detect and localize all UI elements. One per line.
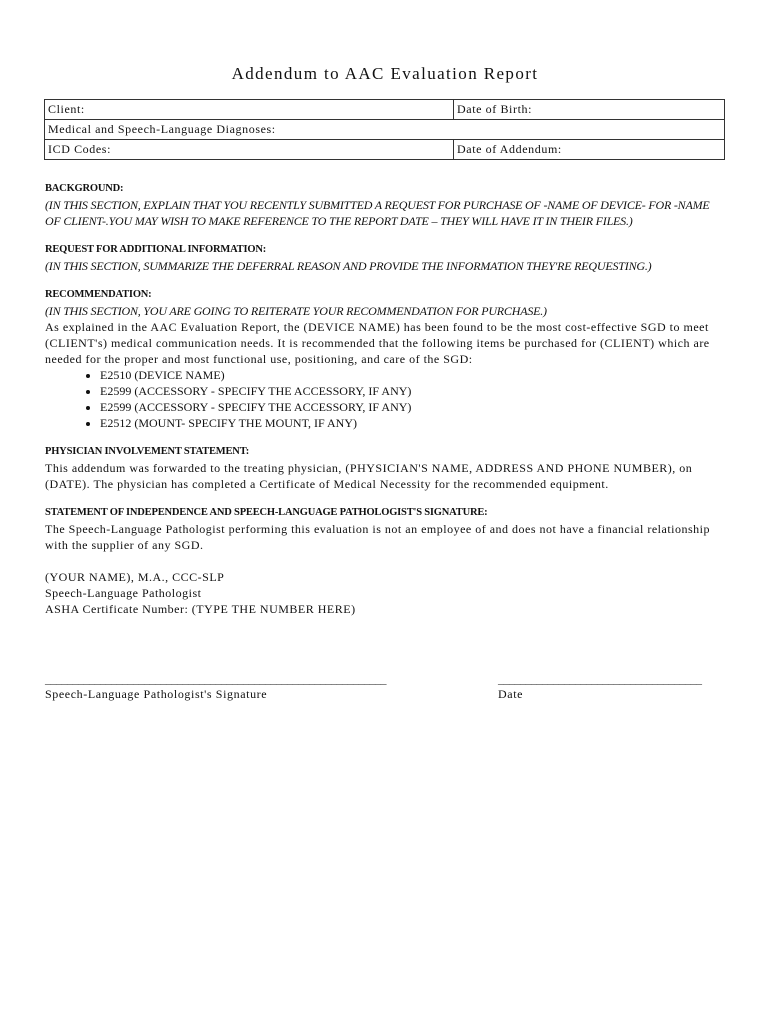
- independence-heading: STATEMENT OF INDEPENDENCE AND SPEECH-LANGUAGE PATHOLOGIST'S SIGNATURE:: [45, 507, 488, 518]
- signatory-name: (YOUR NAME), M.A., CCC-SLP: [45, 570, 225, 584]
- date-signature-line: _____________________________________: [498, 672, 702, 686]
- recommendation-body: As explained in the AAC Evaluation Report, the (DEVICE NAME) has been found to be the most cost-effective SGD to meet (CLIENT's) medical communication needs. It is recommended that the following items be purchased for (CLIENT) which are needed for the proper and most functional use, positioning, and care of the SGD:: [45, 320, 710, 366]
- diagnoses-cell: Medical and Speech-Language Diagnoses:: [45, 120, 725, 140]
- date-signature-label: Date: [498, 687, 524, 701]
- physician-heading: PHYSICIAN INVOLVEMENT STATEMENT:: [45, 446, 250, 457]
- client-info-table: [44, 99, 725, 160]
- physician-body: This addendum was forwarded to the treating physician, (PHYSICIAN'S NAME, ADDRESS AND PHONE NUMBER), on (DATE). The physician has completed a Certificate of Medical Necessity for the recommended equipment.: [45, 461, 693, 491]
- background-heading: BACKGROUND:: [45, 183, 124, 194]
- recommendation-instruction: (IN THIS SECTION, YOU ARE GOING TO REITERATE YOUR RECOMMENDATION FOR PURCHASE.): [45, 304, 547, 318]
- equipment-list: [45, 367, 727, 431]
- dob-cell: Date of Birth:: [454, 100, 725, 120]
- signatory-cert: ASHA Certificate Number: (TYPE THE NUMBER HERE): [45, 602, 356, 616]
- icd-codes-cell: ICD Codes:: [45, 140, 454, 160]
- equipment-item: • E2512 (MOUNT- SPECIFY THE MOUNT, IF ANY): [100, 415, 727, 431]
- background-text: (IN THIS SECTION, EXPLAIN THAT YOU RECENTLY SUBMITTED A REQUEST FOR PURCHASE OF -NAME OF DEVICE- FOR -NAME OF CLIENT-.YOU MAY WISH TO MAKE REFERENCE TO THE REPORT DATE – THEY WILL HAVE IT IN THEIR FILES.): [45, 198, 710, 228]
- independence-body: The Speech-Language Pathologist performing this evaluation is not an employee of and does not have a financial relationship with the supplier of any SGD.: [45, 522, 710, 552]
- slp-signature: [45, 672, 386, 702]
- equipment-item: • E2599 (ACCESSORY - SPECIFY THE ACCESSORY, IF ANY): [100, 399, 727, 415]
- signatory-block: [45, 569, 727, 617]
- addendum-date-cell: Date of Addendum:: [454, 140, 725, 160]
- equipment-item: • E2599 (ACCESSORY - SPECIFY THE ACCESSORY, IF ANY): [100, 383, 727, 399]
- date-signature: [498, 672, 702, 702]
- request-heading: REQUEST FOR ADDITIONAL INFORMATION:: [45, 244, 267, 255]
- client-cell: Client:: [45, 100, 454, 120]
- recommendation-heading: RECOMMENDATION:: [45, 289, 152, 300]
- request-text: (IN THIS SECTION, SUMMARIZE THE DEFERRAL REASON AND PROVIDE THE INFORMATION THEY'RE REQUESTING.): [45, 259, 652, 273]
- signatory-role: Speech-Language Pathologist: [45, 586, 202, 600]
- document-title: Addendum to AAC Evaluation Report: [231, 64, 539, 83]
- slp-signature-line: ______________________________________________________________: [45, 672, 386, 686]
- slp-signature-label: Speech-Language Pathologist's Signature: [45, 687, 268, 701]
- equipment-item: • E2510 (DEVICE NAME): [100, 367, 727, 383]
- report-sections: [45, 181, 727, 617]
